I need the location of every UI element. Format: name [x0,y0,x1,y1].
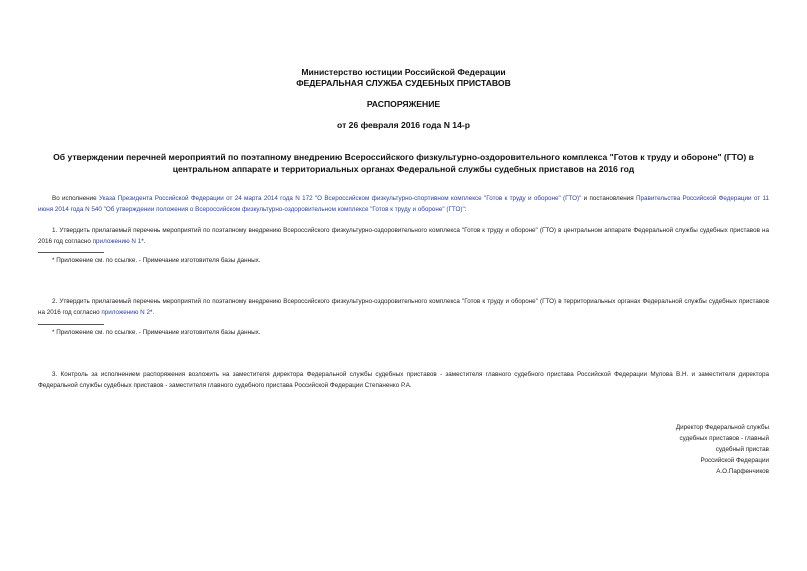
preamble-text-end: : [464,206,467,213]
item-2-text: 2. Утвердить прилагаемый перечень мероприятий по поэтапному внедрению Всероссийского физкультурно-оздоровительного комплекса "Готов к труду и обороне" (ГТО) в территориальных органах Федеральной службы судебных приставов на 2016 год согласно [38,298,769,316]
title-line-1: Об утверждении перечней мероприятий по поэтапному внедрению Всероссийского физкультурно-оздоровительного комплекса "Готов к труду и обороне" (ГТО) в [53,152,754,162]
item-1-paragraph [38,225,769,247]
preamble-text-mid: и постановления [581,195,636,202]
signature-line-2: судебных приставов - главный [679,435,769,442]
footnote-2: * Приложение см. по ссылке. - Примечание изготовителя базы данных. [52,329,261,336]
title-line-2: центральном аппарате и территориальных органах Федеральной службы судебных приставов на 2016 год [172,164,635,174]
footnote-divider-1 [38,252,104,253]
signatory-name: А.О.Парфенчиков [716,468,769,475]
document-title [36,151,771,175]
document-date: от 26 февраля 2016 года N 14-р [337,120,470,130]
document-type: РАСПОРЯЖЕНИЕ [366,99,441,109]
signature-line-1: Директор Федеральной службы [675,424,769,431]
signature-block [569,422,769,477]
signature-line-4: Российской Федерации [700,457,769,464]
ministry-heading: Министерство юстиции Российской Федерации [301,67,506,77]
signature-line-3: судебный пристав [715,446,769,453]
preamble-paragraph [38,193,769,215]
item-3-text: 3. Контроль за исполнением распоряжения возложить на заместителя директора Федеральной службы судебных приставов - заместителя главного судебного пристава Российской Федерации Мулова В.Н. и заместителя директора Федеральной службы судебных приставов - заместителя главного судебного пристава Российской Федерации Степаненко Р.А. [38,371,769,389]
item-1-end: *. [141,238,146,245]
item-3-paragraph [38,369,769,391]
appendix-2-link[interactable]: приложению N 2 [101,309,150,316]
footnote-divider-2 [38,324,104,325]
item-2-end: *. [149,309,155,316]
president-decree-link[interactable]: Указа Президента Российской Федерации от 24 марта 2014 года N 172 "О Всероссийском физкультурно-спортивном комплексе "Готов к труду и обороне" (ГТО)" [98,195,582,202]
footnote-1: * Приложение см. по ссылке. - Примечание изготовителя базы данных. [52,257,261,264]
government-resolution-link[interactable]: Правительства Российской Федерации от 11 июня 2014 года N 540 "Об утверждении положения о Всероссийском физкультурно-оздоровительном комплексе "Готов к труду и обороне" (ГТО)" [38,195,769,213]
preamble-text-start: Во исполнение [52,195,99,202]
item-2-paragraph [38,296,769,318]
service-heading: ФЕДЕРАЛЬНАЯ СЛУЖБА СУДЕБНЫХ ПРИСТАВОВ [296,78,511,88]
appendix-1-link[interactable]: приложению N 1 [92,238,142,245]
item-1-text: 1. Утвердить прилагаемый перечень мероприятий по поэтапному внедрению Всероссийского физкультурно-оздоровительного комплекса "Готов к труду и обороне" (ГТО) в центральном аппарате Федеральной службы судебных приставов на 2016 год согласно [38,227,769,245]
